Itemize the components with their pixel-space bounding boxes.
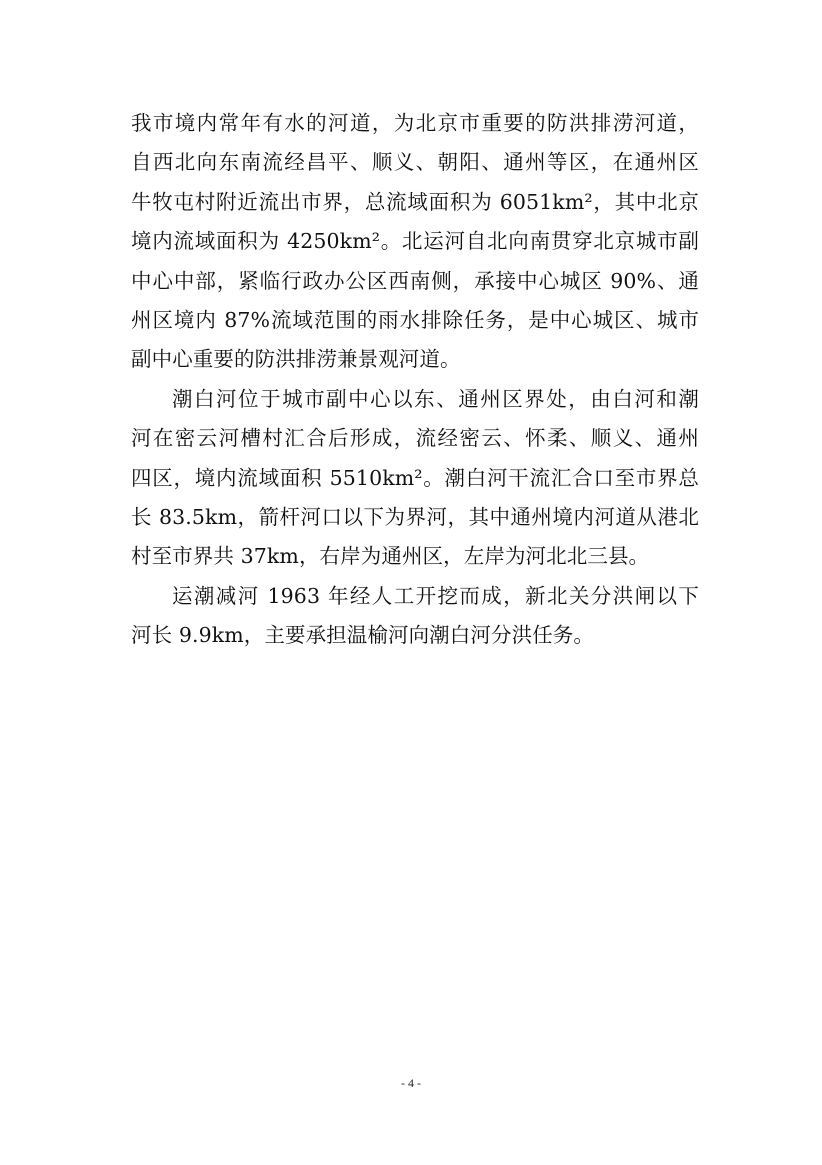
- text-line: 州区境内 87%流域范围的雨水排除任务，是中心城区、城市: [131, 307, 699, 332]
- text-line: 河在密云河槽村汇合后形成，流经密云、怀柔、顺义、通州: [131, 426, 699, 451]
- text-line: 运潮减河 1963 年经人工开挖而成，新北关分洪闸以下: [172, 583, 699, 608]
- text-line: 我市境内常年有水的河道，为北京市重要的防洪排涝河道，: [131, 111, 699, 135]
- text-line: 境内流域面积为 4250km²。北运河自北向南贯穿北京城市副: [131, 229, 699, 254]
- text-line: 自西北向东南流经昌平、顺义、朝阳、通州等区，在通州区: [131, 150, 699, 175]
- text-line: 中心中部，紧临行政办公区西南侧，承接中心城区 90%、通: [131, 268, 699, 293]
- text-line: 潮白河位于城市副中心以东、通州区界处，由白河和潮: [172, 386, 699, 411]
- text-line: 副中心重要的防洪排涝兼景观河道。: [131, 347, 461, 372]
- document-body: [131, 104, 699, 655]
- text-line: 长 83.5km，箭杆河口以下为界河，其中通州境内河道从港北: [131, 504, 699, 529]
- text-line: 河长 9.9km，主要承担温榆河向潮白河分洪任务。: [131, 623, 594, 648]
- paragraph-2: [131, 380, 699, 577]
- paragraph-1: [131, 104, 699, 380]
- text-line: 村至市界共 37km，右岸为通州区，左岸为河北北三县。: [131, 544, 650, 569]
- paragraph-3: [131, 577, 699, 656]
- text-line: 四区，境内流域面积 5510km²。潮白河干流汇合口至市界总: [131, 465, 699, 490]
- page-number: - 4 -: [401, 1076, 421, 1090]
- text-line: 牛牧屯村附近流出市界，总流域面积为 6051km²，其中北京: [131, 189, 699, 214]
